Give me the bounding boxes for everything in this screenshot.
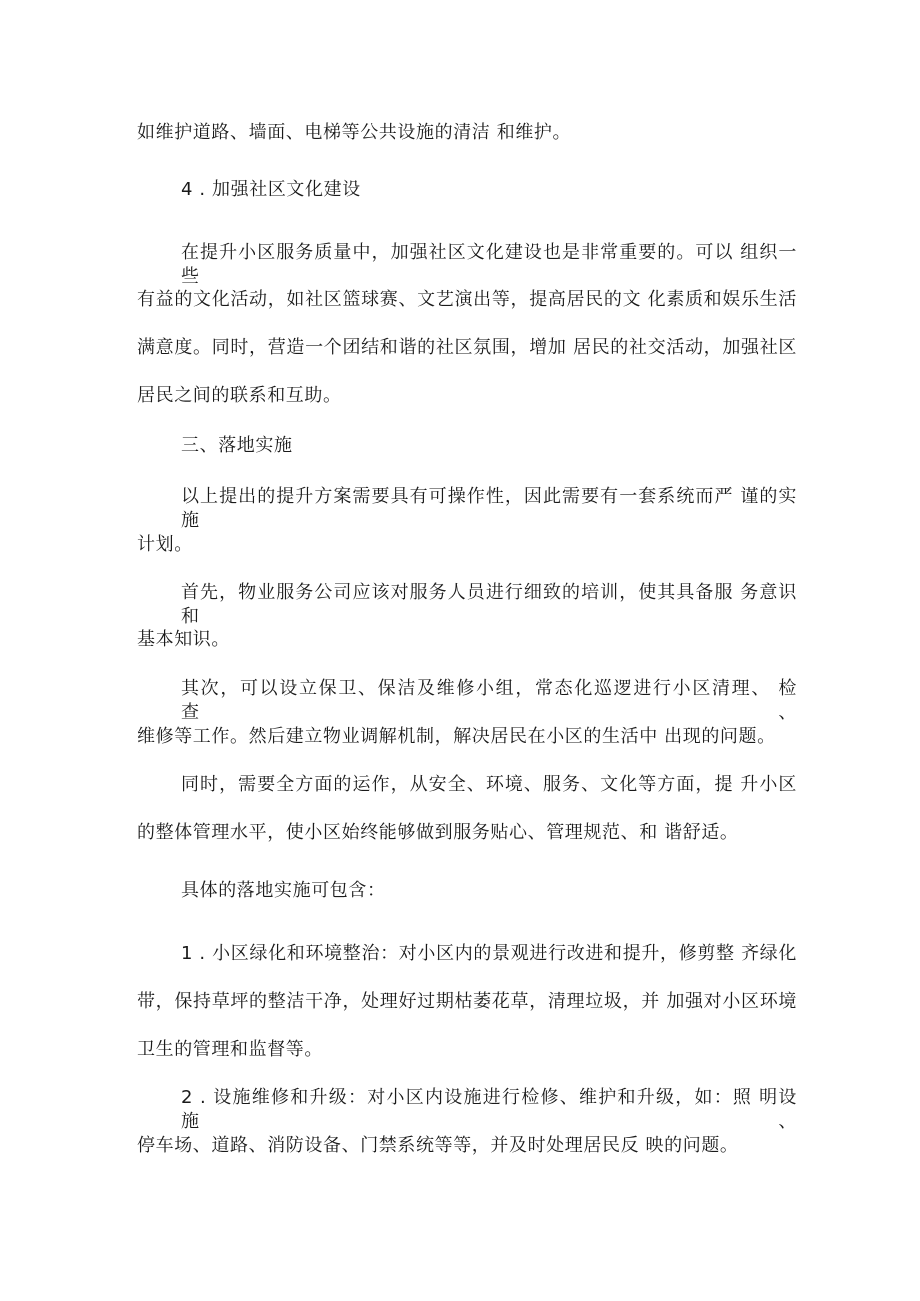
list-item-line: 1 . 小区绿化和环境整治：对小区内的景观进行改进和提升，修剪整 齐绿化 [181,943,797,964]
list-item-line: 停车场、道路、消防设备、门禁系统等等，并及时处理居民反 映的问题。 [137,1135,739,1156]
list-item-line: 2 . 设施维修和升级：对小区内设施进行检修、维护和升级，如：照 明设施、 [181,1087,797,1132]
paragraph-line: 以上提出的提升方案需要具有可操作性，因此需要有一套系统而严 谨的实施 [181,486,797,531]
section-heading: 三、落地实施 [181,435,293,456]
section-heading: 4 . 加强社区文化建设 [181,179,361,200]
list-item-line: 卫生的管理和监督等。 [137,1039,323,1060]
paragraph-line: 其次，可以设立保卫、保洁及维修小组，常态化巡逻进行小区清理、 检查、 [181,678,797,723]
paragraph-line: 有益的文化活动，如社区篮球赛、文艺演出等，提高居民的文 化素质和娱乐生活 [137,289,797,310]
paragraph-line: 居民之间的联系和互助。 [137,385,342,406]
paragraph-line: 在提升小区服务质量中，加强社区文化建设也是非常重要的。可以 组织一些 [181,242,797,287]
paragraph-line: 满意度。同时，营造一个团结和谐的社区氛围，增加 居民的社交活动，加强社区 [137,337,797,358]
list-item-line: 带，保持草坪的整洁干净，处理好过期枯萎花草，清理垃圾，并 加强对小区环境 [137,991,797,1012]
paragraph-line: 计划。 [137,534,193,555]
paragraph-line: 同时，需要全方面的运作，从安全、环境、服务、文化等方面，提 升小区 [181,774,797,795]
paragraph-line: 维修等工作。然后建立物业调解机制，解决居民在小区的生活中 出现的问题。 [137,726,776,747]
paragraph-line: 基本知识。 [137,629,230,650]
paragraph-line: 具体的落地实施可包含： [181,880,386,901]
paragraph-line: 如维护道路、墙面、电梯等公共设施的清洁 和维护。 [137,122,572,143]
paragraph-line: 首先，物业服务公司应该对服务人员进行细致的培训，使其具备服 务意识和 [181,582,797,627]
paragraph-line: 的整体管理水平，使小区始终能够做到服务贴心、管理规范、和 谐舒适。 [137,822,739,843]
